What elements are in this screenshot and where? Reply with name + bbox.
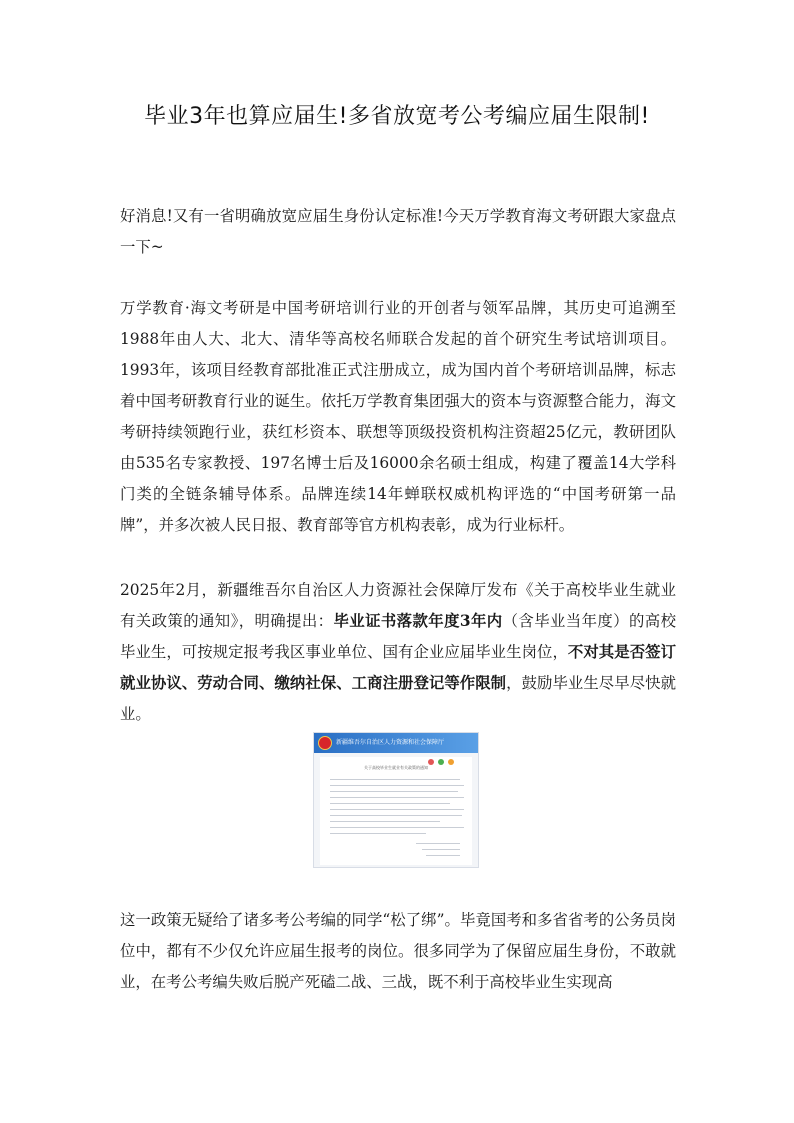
article-title: 毕业3年也算应届生!多省放宽考公考编应届生限制! [144,104,650,129]
figure-text-line [330,833,426,834]
figure-text-line [330,779,460,780]
figure-banner [314,733,478,753]
figure-date-line [426,855,460,856]
figure-text-line [330,809,464,810]
paragraph-intro: 好消息!又有一省明确放宽应届生身份认定标准!今天万学教育海文考研跟大家盘点一下~ [120,207,676,256]
figure-text-line [330,791,458,792]
policy-bold-1: 毕业证书落款年度3年内 [333,612,503,630]
figure-text-line [330,797,464,798]
paragraph-impact: 这一政策无疑给了诸多考公考编的同学“松了绑”。毕竟国考和多省省考的公务员岗位中，都有不少仅允许应届生报考的岗位。很多同学为了保留应届生身份，不敢就业，在考公考编失败后脱产死磕二战、三战，既不利于高校毕业生实现高 [120,911,676,991]
policy-notice-screenshot [313,732,479,868]
policy-bold-2: 不对其是否签订就业协议、劳动合同、缴纳社保、工商注册登记等作限制 [120,643,676,692]
figure-text-line [330,815,462,816]
figure-document-sheet [320,757,472,865]
figure-signature-line [422,849,460,850]
paragraph-brand: 万学教育·海文考研是中国考研培训行业的开创者与领军品牌，其历史可追溯至1988年由人大、北大、清华等高校名师联合发起的首个研究生考试培训项目。1993年，该项目经教育部批准正式注册成立，成为国内首个考研培训品牌，标志着中国考研教育行业的诞生。依托万学教育集团强大的资本与资源整合能力，海文考研持续领跑行业，获红杉资本、联想等顶级投资机构注资超25亿元，教研团队由535名专家教授、197名博士后及16000余名硕士组成，构建了覆盖14大学科门类的全链条辅导体系。品牌连续14年蝉联权威机构评选的“中国考研第一品牌”，并多次被人民日报、教育部等官方机构表彰，成为行业标杆。 [120,299,676,534]
figure-org-name: 新疆维吾尔自治区人力资源和社会保障厅 [336,739,445,746]
figure-doc-title: 关于高校毕业生就业有关政策的通知 [364,765,428,770]
figure-signature-line [416,843,460,844]
policy-text-2: （含毕业当年度）的高校毕业生，可按规定报考我区事业单位、国有企业应届毕业生岗位， [120,612,676,661]
national-emblem-icon [318,736,332,750]
policy-text-3: ，鼓励毕业生尽早尽快就业。 [120,674,676,723]
policy-text-1: 2025年2月，新疆维吾尔自治区人力资源社会保障厅发布《关于高校毕业生就业有关政策的通知》，明确提出： [120,581,676,630]
figure-text-line [330,785,464,786]
figure-text-line [330,827,464,828]
figure-text-line [330,803,450,804]
figure-text-line [330,821,440,822]
paragraph-policy [120,575,676,730]
